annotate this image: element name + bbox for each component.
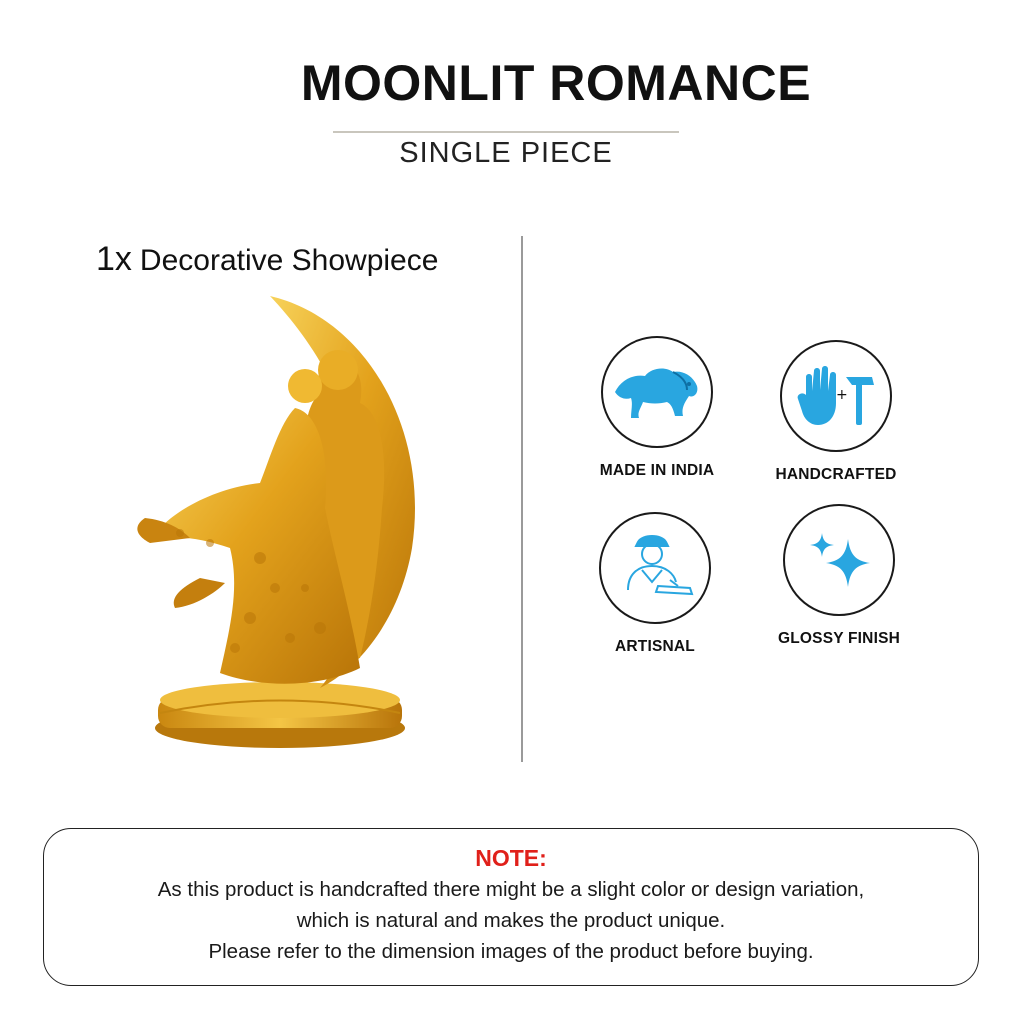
note-title: NOTE:	[475, 845, 547, 871]
feature-label: MADE IN INDIA	[599, 462, 715, 479]
product-image	[120, 288, 440, 758]
quantity-value: 1x	[96, 240, 132, 278]
feature-label: HANDCRAFTED	[775, 466, 897, 483]
note-line: Please refer to the dimension images of the product before buying.	[208, 940, 814, 963]
feature-artisnal	[555, 512, 755, 656]
feature-glossy-finish	[739, 504, 939, 648]
note-box	[43, 828, 979, 986]
title-divider	[333, 131, 679, 133]
vertical-divider	[521, 236, 523, 762]
feature-handcrafted	[736, 340, 936, 484]
quantity-line	[96, 240, 438, 279]
product-description: Decorative Showpiece	[139, 244, 439, 277]
feature-made-in-india	[557, 336, 757, 480]
svg-text:+: +	[836, 387, 848, 403]
hand-hammer-icon	[780, 340, 892, 452]
feature-label: GLOSSY FINISH	[777, 630, 901, 647]
lion-icon	[601, 336, 713, 448]
note-line: which is natural and makes the product unique.	[296, 909, 726, 932]
artisan-icon	[599, 512, 711, 624]
sparkle-icon	[783, 504, 895, 616]
feature-label: ARTISNAL	[615, 638, 695, 655]
page-title: MOONLIT ROMANCE	[300, 55, 812, 111]
page-subtitle: SINGLE PIECE	[399, 137, 613, 169]
note-line: As this product is handcrafted there might be a slight color or design variation,	[157, 878, 865, 901]
